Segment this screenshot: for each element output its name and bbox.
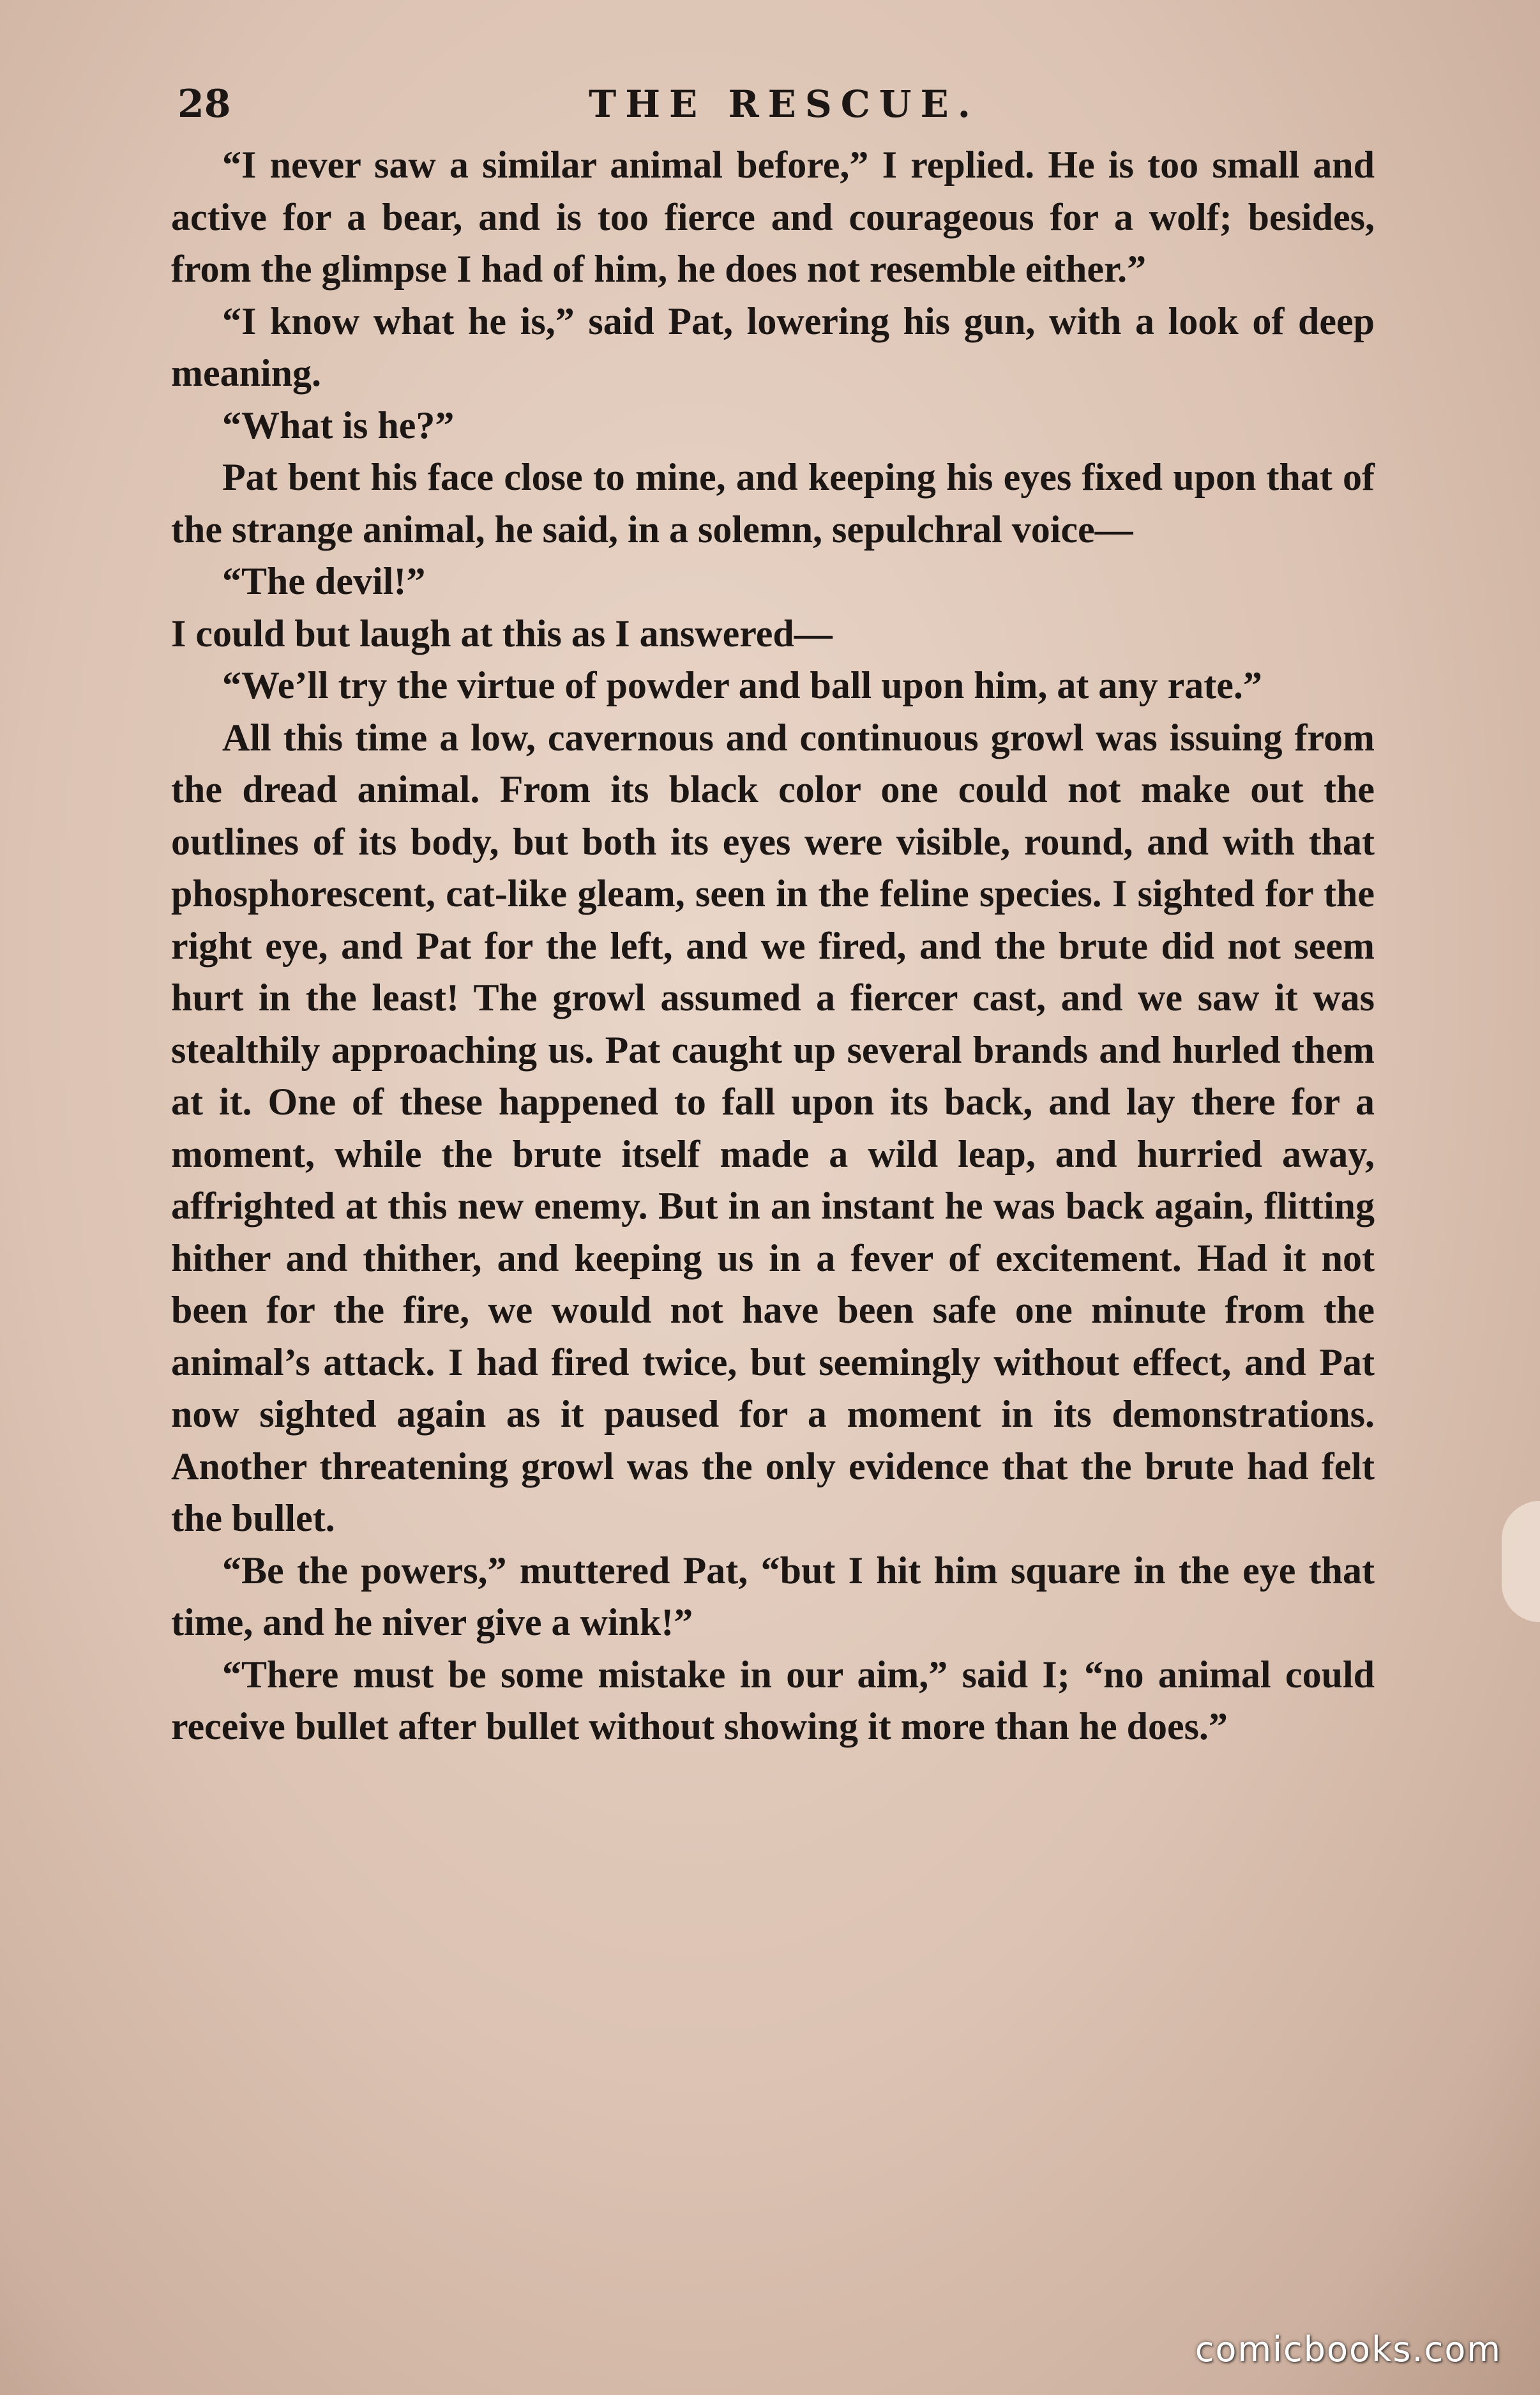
paragraph: “I never saw a similar animal before,” I replied. He is too small and active for a bear, and is too fierce and courageous for a wolf; besides, from the glimpse I had of him, he does not resemble either.” — [171, 144, 1375, 290]
paragraph: “The devil!” — [222, 560, 426, 602]
page-header — [177, 75, 1365, 133]
paragraph: “Be the powers,” muttered Pat, “but I hit him square in the eye that time, and he niver give a wink!” — [171, 1549, 1375, 1643]
paragraph: “There must be some mistake in our aim,” said I; “no animal could receive bullet after bullet without showing it more than he does.” — [171, 1653, 1375, 1747]
paragraph: “What is he?” — [222, 404, 455, 446]
paragraph: “We’ll try the virtue of powder and ball upon him, at any rate.” — [222, 664, 1262, 706]
paragraph: All this time a low, cavernous and continuous growl was issuing from the dread animal. From its black color one could not make out the outlines of its body, but both its eyes were visible, round, and with that phosphorescent, cat-like gleam, seen in the feline species. I sighted for the right eye, and Pat for the left, and we fired, and the brute did not seem hurt in the least! The growl assumed a fiercer cast, and we saw it was stealthily approaching us. Pat caught up several brands and hurled them at it. One of these happened to fall upon its back, and lay there for a moment, while the brute itself made a wild leap, and hurried away, affrighted at this new enemy. But in an instant he was back again, flitting hither and thither, and keeping us in a fever of excitement. Had it not been for the fire, we would not have been safe one minute from the animal’s attack. I had fired twice, but seemingly without effect, and Pat now sighted again as it paused for a moment in its demonstrations. Another threatening growl was the only evidence that the brute had felt the bullet. — [171, 716, 1375, 1539]
body-text — [171, 139, 1375, 1753]
page-edge-damage — [1502, 1501, 1540, 1622]
paragraph: I could but laugh at this as I answered— — [171, 612, 833, 655]
running-head: THE RESCUE. — [589, 82, 979, 126]
watermark: comicbooks.com — [1195, 2329, 1502, 2369]
paragraph: “I know what he is,” said Pat, lowering his gun, with a look of deep meaning. — [171, 300, 1375, 394]
paragraph: Pat bent his face close to mine, and keeping his eyes fixed upon that of the strange animal, he said, in a solemn, sepulchral voice— — [171, 456, 1375, 551]
page-number: 28 — [177, 82, 231, 126]
